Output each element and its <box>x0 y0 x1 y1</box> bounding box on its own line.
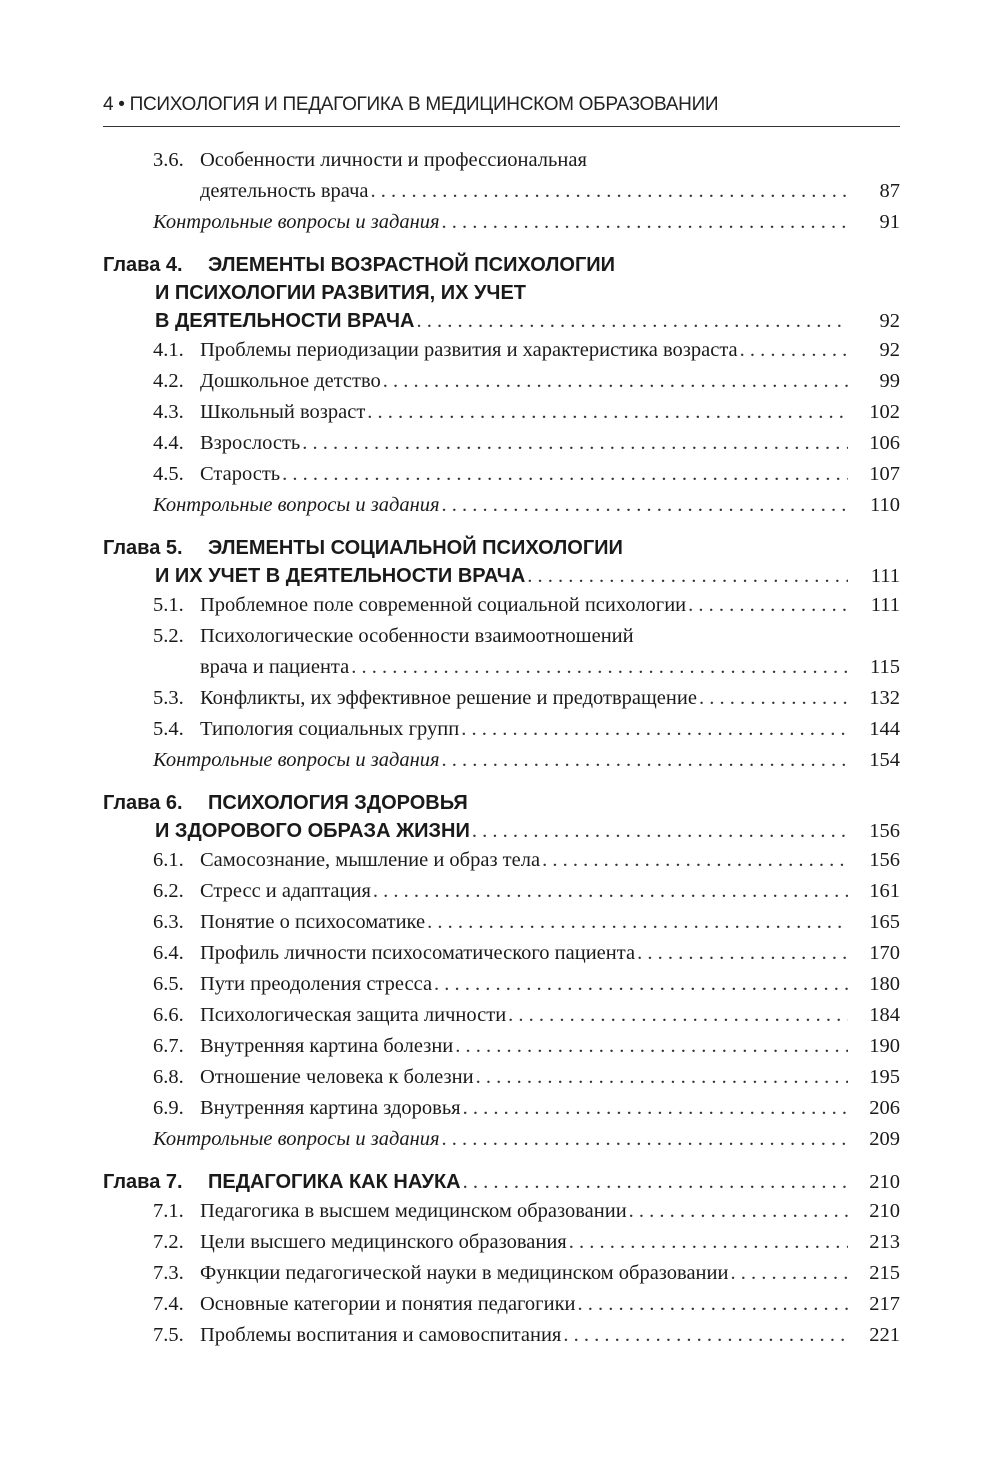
chapter-title-line <box>103 279 900 307</box>
page-number: 132 <box>869 687 900 709</box>
chapter-title: И ПСИХОЛОГИИ РАЗВИТИЯ, ИХ УЧЕТ <box>155 282 527 304</box>
section-entry <box>103 145 900 176</box>
entry-title: Стресс и адаптация <box>200 880 371 902</box>
section-number: 5.2. <box>153 625 184 647</box>
page-number: 215 <box>869 1262 900 1284</box>
page-number: 156 <box>869 849 900 871</box>
header-rule <box>103 126 900 127</box>
chapter-title-line <box>103 789 900 817</box>
entry-title: Отношение человека к болезни <box>200 1066 474 1088</box>
section-number: 4.3. <box>153 401 184 423</box>
dot-leader <box>442 490 848 521</box>
entry-title: Внутренняя картина болезни <box>200 1035 454 1057</box>
dot-leader <box>463 1168 848 1196</box>
section-number: 3.6. <box>153 149 184 171</box>
chapter-title-line <box>103 1168 900 1196</box>
dot-leader <box>637 938 848 969</box>
section-entry <box>103 366 900 397</box>
section-number: 6.1. <box>153 849 184 871</box>
entry-title: Проблемное поле современной социальной психологии <box>200 594 687 616</box>
section-entry <box>103 1258 900 1289</box>
section-number: 4.4. <box>153 432 184 454</box>
dot-leader <box>699 683 848 714</box>
chapter-title: ПЕДАГОГИКА КАК НАУКА <box>208 1171 461 1193</box>
entry-title: Контрольные вопросы и задания <box>153 749 440 771</box>
section-entry <box>103 845 900 876</box>
section-number: 7.3. <box>153 1262 184 1284</box>
page-number: 107 <box>869 463 900 485</box>
page-number: 190 <box>869 1035 900 1057</box>
header-page-number: 4 <box>103 94 114 115</box>
page-number: 102 <box>869 401 900 423</box>
section-entry <box>103 1000 900 1031</box>
entry-title: Дошкольное детство <box>200 370 381 392</box>
chapter-title-line <box>103 817 900 845</box>
page-number: 111 <box>870 565 900 587</box>
page-number: 154 <box>869 749 900 771</box>
dot-leader <box>416 307 848 335</box>
chapter-label: Глава 4. <box>103 254 183 276</box>
entry-title: Самосознание, мышление и образ тела <box>200 849 541 871</box>
chapter-title: И ИХ УЧЕТ В ДЕЯТЕЛЬНОСТИ ВРАЧА <box>155 565 526 587</box>
page-number: 210 <box>869 1171 900 1193</box>
section-number: 6.7. <box>153 1035 184 1057</box>
dot-leader <box>508 1000 848 1031</box>
section-entry <box>103 683 900 714</box>
chapter-entry <box>103 1168 900 1196</box>
section-entry <box>103 969 900 1000</box>
chapter-title-line <box>103 534 900 562</box>
section-number: 6.4. <box>153 942 184 964</box>
section-number: 6.3. <box>153 911 184 933</box>
chapter-title-line <box>103 251 900 279</box>
page-number: 106 <box>869 432 900 454</box>
dot-leader <box>569 1227 848 1258</box>
review-questions-entry <box>103 207 900 238</box>
entry-title: Педагогика в высшем медицинском образовании <box>200 1200 627 1222</box>
review-questions-entry <box>103 745 900 776</box>
section-number: 6.2. <box>153 880 184 902</box>
dot-leader <box>730 1258 848 1289</box>
review-questions-entry <box>103 1124 900 1155</box>
header-bullet: • <box>118 94 125 115</box>
chapter-title: ПСИХОЛОГИЯ ЗДОРОВЬЯ <box>208 792 468 814</box>
page-number: 221 <box>869 1324 900 1346</box>
dot-leader <box>563 1320 848 1351</box>
entry-title: Проблемы периодизации развития и характеристика возраста <box>200 339 738 361</box>
entry-title: Психологические особенности взаимоотношений <box>200 625 634 647</box>
dot-leader <box>370 176 848 207</box>
section-entry <box>103 714 900 745</box>
dot-leader <box>472 817 848 845</box>
page-number: 111 <box>870 594 900 616</box>
section-entry <box>103 1062 900 1093</box>
table-of-contents <box>103 145 900 1351</box>
page-number: 87 <box>879 180 900 202</box>
dot-leader <box>688 590 848 621</box>
page-number: 170 <box>869 942 900 964</box>
page-number: 165 <box>869 911 900 933</box>
page-number: 209 <box>869 1128 900 1150</box>
page-number: 213 <box>869 1231 900 1253</box>
section-number: 4.1. <box>153 339 184 361</box>
entry-title: врача и пациента <box>200 656 350 678</box>
chapter-title: ЭЛЕМЕНТЫ ВОЗРАСТНОЙ ПСИХОЛОГИИ <box>208 254 616 276</box>
chapter-entry <box>103 789 900 845</box>
page-number: 91 <box>879 211 900 233</box>
entry-title: Понятие о психосоматике <box>200 911 426 933</box>
entry-title: Основные категории и понятия педагогики <box>200 1293 576 1315</box>
header-title: ПСИХОЛОГИЯ И ПЕДАГОГИКА В МЕДИЦИНСКОМ ОБРАЗОВАНИИ <box>129 94 719 115</box>
entry-title: Школьный возраст <box>200 401 366 423</box>
running-header <box>103 94 900 116</box>
dot-leader <box>427 907 848 938</box>
dot-leader <box>367 397 848 428</box>
dot-leader <box>578 1289 849 1320</box>
dot-leader <box>302 428 848 459</box>
chapter-title: В ДЕЯТЕЛЬНОСТИ ВРАЧА <box>155 310 415 332</box>
section-entry <box>103 621 900 652</box>
section-entry <box>103 1289 900 1320</box>
entry-title: Проблемы воспитания и самовоспитания <box>200 1324 562 1346</box>
section-number: 5.3. <box>153 687 184 709</box>
section-number: 7.2. <box>153 1231 184 1253</box>
section-entry <box>103 938 900 969</box>
section-entry <box>103 590 900 621</box>
page-number: 144 <box>869 718 900 740</box>
chapter-entry <box>103 534 900 590</box>
chapter-title: И ЗДОРОВОГО ОБРАЗА ЖИЗНИ <box>155 820 470 842</box>
section-number: 7.5. <box>153 1324 184 1346</box>
section-entry <box>103 1031 900 1062</box>
section-entry <box>103 652 900 683</box>
dot-leader <box>442 207 848 238</box>
page-number: 92 <box>879 339 900 361</box>
entry-title: Конфликты, их эффективное решение и предотвращение <box>200 687 697 709</box>
section-number: 4.5. <box>153 463 184 485</box>
entry-title: Внутренняя картина здоровья <box>200 1097 461 1119</box>
page-number: 156 <box>869 820 900 842</box>
page-number: 184 <box>869 1004 900 1026</box>
chapter-entry <box>103 251 900 335</box>
entry-title: Взрослость <box>200 432 301 454</box>
entry-title: Контрольные вопросы и задания <box>153 494 440 516</box>
entry-title: Особенности личности и профессиональная <box>200 149 587 171</box>
dot-leader <box>351 652 848 683</box>
entry-title: Цели высшего медицинского образования <box>200 1231 567 1253</box>
entry-title: деятельность врача <box>200 180 369 202</box>
dot-leader <box>542 845 848 876</box>
entry-title: Психологическая защита личности <box>200 1004 507 1026</box>
section-entry <box>103 397 900 428</box>
page-number: 115 <box>870 656 900 678</box>
dot-leader <box>740 335 848 366</box>
section-entry <box>103 428 900 459</box>
dot-leader <box>527 562 848 590</box>
entry-title: Контрольные вопросы и задания <box>153 211 440 233</box>
section-entry <box>103 907 900 938</box>
section-number: 5.4. <box>153 718 184 740</box>
section-entry <box>103 1320 900 1351</box>
section-number: 7.4. <box>153 1293 184 1315</box>
chapter-title: ЭЛЕМЕНТЫ СОЦИАЛЬНОЙ ПСИХОЛОГИИ <box>208 537 623 559</box>
section-number: 5.1. <box>153 594 184 616</box>
chapter-title-line <box>103 562 900 590</box>
section-number: 6.6. <box>153 1004 184 1026</box>
dot-leader <box>434 969 848 1000</box>
dot-leader <box>463 1093 848 1124</box>
section-entry <box>103 176 900 207</box>
chapter-label: Глава 5. <box>103 537 183 559</box>
section-entry <box>103 1093 900 1124</box>
section-entry <box>103 1227 900 1258</box>
dot-leader <box>476 1062 848 1093</box>
section-entry <box>103 1196 900 1227</box>
dot-leader <box>373 876 848 907</box>
chapter-label: Глава 7. <box>103 1171 183 1193</box>
entry-title: Типология социальных групп <box>200 718 460 740</box>
chapter-title-line <box>103 307 900 335</box>
dot-leader <box>442 745 848 776</box>
section-number: 7.1. <box>153 1200 184 1222</box>
page-number: 195 <box>869 1066 900 1088</box>
page-number: 99 <box>879 370 900 392</box>
section-entry <box>103 876 900 907</box>
page-number: 92 <box>879 310 900 332</box>
dot-leader <box>383 366 848 397</box>
review-questions-entry <box>103 490 900 521</box>
dot-leader <box>282 459 848 490</box>
page-number: 180 <box>869 973 900 995</box>
entry-title: Контрольные вопросы и задания <box>153 1128 440 1150</box>
section-number: 4.2. <box>153 370 184 392</box>
entry-title: Старость <box>200 463 281 485</box>
section-number: 6.5. <box>153 973 184 995</box>
page-number: 110 <box>870 494 900 516</box>
dot-leader <box>629 1196 848 1227</box>
entry-title: Функции педагогической науки в медицинском образовании <box>200 1262 729 1284</box>
section-entry <box>103 335 900 366</box>
page-number: 210 <box>869 1200 900 1222</box>
page-number: 206 <box>869 1097 900 1119</box>
page-number: 217 <box>869 1293 900 1315</box>
entry-title: Профиль личности психосоматического пациента <box>200 942 636 964</box>
section-entry <box>103 459 900 490</box>
section-number: 6.8. <box>153 1066 184 1088</box>
dot-leader <box>455 1031 848 1062</box>
page-number: 161 <box>869 880 900 902</box>
dot-leader <box>461 714 848 745</box>
chapter-label: Глава 6. <box>103 792 183 814</box>
entry-title: Пути преодоления стресса <box>200 973 433 995</box>
dot-leader <box>442 1124 848 1155</box>
section-number: 6.9. <box>153 1097 184 1119</box>
